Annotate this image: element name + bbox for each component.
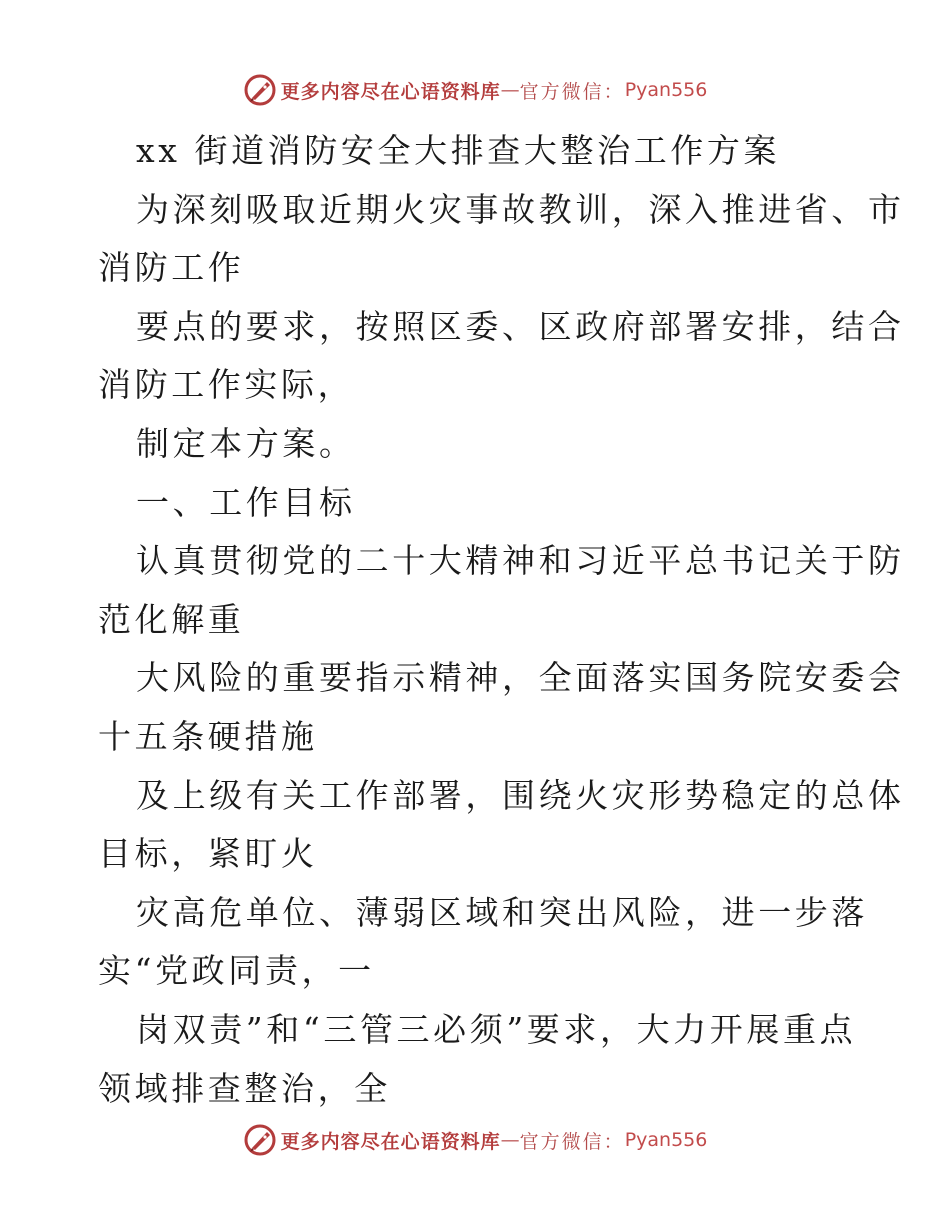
watermark-site-text: 更多内容尽在心语资料库 [280, 80, 501, 103]
section-heading: 一、工作目标 [136, 482, 356, 522]
paragraph-line: 消防工作 [98, 248, 245, 288]
watermark-dash: — [500, 79, 520, 101]
watermark-wechat-id: Pyan556 [624, 1129, 708, 1151]
paragraph-line: 大风险的重要指示精神，全面落实国务院安委会 [136, 658, 905, 698]
paragraph-line: 实“党政同责，一 [98, 951, 375, 991]
watermark-wechat-label: 官方微信： [519, 80, 625, 103]
paragraph-line: 领域排查整治，全 [98, 1068, 391, 1108]
quill-pen-logo-icon [243, 73, 277, 107]
watermark-wechat-label: 官方微信： [519, 1130, 625, 1153]
paragraph-line: 为深刻吸取近期火灾事故教训，深入推进省、市 [136, 189, 905, 229]
paragraph-line: 范化解重 [98, 599, 245, 639]
paragraph-line: 及上级有关工作部署，围绕火灾形势稳定的总体 [136, 775, 905, 815]
paragraph-line: 灾高危单位、薄弱区域和突出风险，进一步落 [136, 892, 868, 932]
quill-pen-logo-icon [243, 1123, 277, 1157]
watermark-dash: — [500, 1129, 520, 1151]
header-watermark [0, 70, 950, 110]
document-title: xx 街道消防安全大排查大整治工作方案 [136, 131, 781, 170]
paragraph-line: 制定本方案。 [136, 423, 356, 463]
paragraph-line: 认真贯彻党的二十大精神和习近平总书记关于防 [136, 541, 905, 581]
footer-watermark [0, 1120, 950, 1160]
watermark-site-text: 更多内容尽在心语资料库 [280, 1130, 501, 1153]
watermark-wechat-id: Pyan556 [624, 79, 708, 101]
paragraph-line: 岗双责”和“三管三必须”要求，大力开展重点 [136, 1009, 857, 1049]
paragraph-line: 目标，紧盯火 [98, 834, 318, 874]
paragraph-line: 要点的要求，按照区委、区政府部署安排，结合 [136, 306, 905, 346]
document-body [98, 122, 905, 1118]
paragraph-line: 十五条硬措施 [98, 716, 318, 756]
paragraph-line: 消防工作实际， [98, 365, 355, 405]
